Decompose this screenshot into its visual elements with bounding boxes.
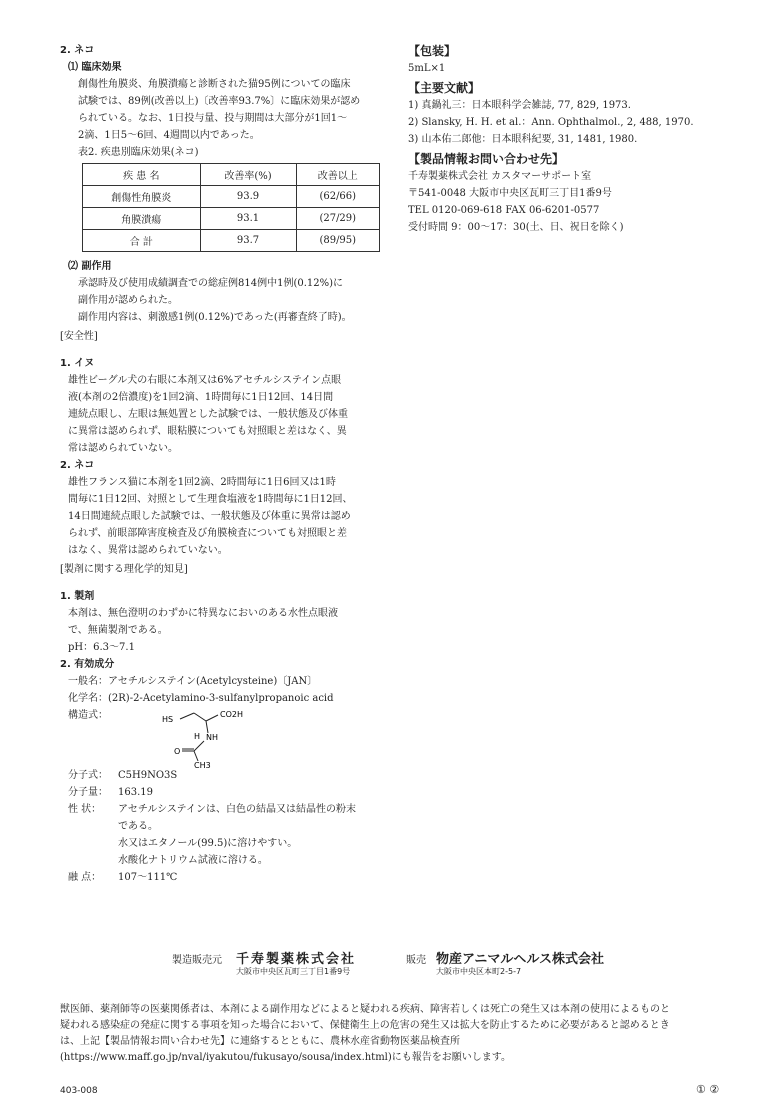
document-code: 403-008	[60, 1086, 98, 1096]
packaging-text: 5mL×1	[408, 63, 446, 74]
maker-role: 製造販売元	[172, 955, 222, 966]
safety-bracket: [安全性]	[60, 331, 98, 342]
table-cell: 93.1	[200, 208, 296, 230]
mw-value: 163.19	[118, 787, 153, 798]
text-line: 14日間連続点眼した試験では、一般状態及び体重に異常は認め	[68, 511, 351, 522]
contact-line: TEL 0120-069-618 FAX 06-6201-0577	[408, 205, 600, 216]
table-cell: 93.7	[200, 230, 296, 252]
atom-h: H	[194, 732, 201, 741]
chemical-name: 化学名：(2R)-2-Acetylamino-3-sulfanylpropanoic acid	[68, 693, 334, 704]
contact-line: 受付時間 9：00～17：30(土、日、祝日を除く)	[408, 222, 624, 233]
table-cell: 角膜潰瘍	[83, 208, 201, 230]
text-line: 雄性ビーグル犬の右眼に本剤又は6%アセチルシステイン点眼	[68, 375, 342, 386]
contact-heading: 【製品情報お問い合わせ先】	[408, 152, 565, 166]
table-cell: 93.9	[200, 186, 296, 208]
props-row	[68, 801, 378, 869]
prep-heading: 1. 製剤	[60, 591, 95, 602]
atom-o: O	[174, 747, 181, 756]
references-heading: 【主要文献】	[408, 81, 481, 95]
table-header-cell: 改善率(%)	[200, 164, 296, 186]
structural-formula	[90, 707, 378, 767]
reference-item: 2) Slansky, H. H. et al.：Ann. Ophthalmol., 2, 488, 1970.	[408, 117, 694, 128]
mw-row	[68, 784, 378, 801]
formula-value: C5H9NO3S	[118, 770, 178, 781]
seller-address: 大阪市中央区本町2-5-7	[436, 967, 522, 976]
right-column	[408, 42, 728, 236]
props-label: 性 状：	[68, 804, 102, 815]
text-line: 副作用内容は、刺激感1例(0.12%)であった(再審査終了時)。	[78, 312, 352, 323]
notice-line: 疑われる感染症の発症に関する事項を知った場合において、保健衛生上の危害の発生又は拡大を防止するために必要があると認めるとき	[60, 1020, 670, 1031]
physchem-bracket: [製剤に関する理化学的知見]	[60, 564, 188, 575]
mp-value: 107～111℃	[118, 872, 178, 883]
text-line: 水又はエタノール(99.5)に溶けやすい。	[118, 838, 298, 849]
seller-name: 物産アニマルヘルス株式会社	[436, 952, 604, 967]
table-header-cell: 疾 患 名	[83, 164, 201, 186]
notice-line: (https://www.maff.go.jp/nval/iyakutou/fukusayo/sousa/index.html)にも報告をお願いします。	[60, 1052, 511, 1063]
table-header-row	[83, 164, 380, 186]
dog-text	[60, 372, 378, 457]
contact-line: 〒541-0048 大阪市中央区瓦町三丁目1番9号	[408, 188, 612, 199]
active-heading: 2. 有効成分	[60, 659, 115, 670]
text-line: 創傷性角膜炎、角膜潰瘍と診断された猫95例についての臨床	[78, 79, 351, 90]
text-line: 本剤は、無色澄明のわずかに特異なにおいのある水性点眼液	[68, 608, 338, 619]
text-line: 雄性フランス猫に本剤を1回2滴、2時間毎に1日6回又は1時	[68, 477, 336, 488]
seller-role: 販売	[406, 955, 426, 966]
cat-heading: 2. ネコ	[60, 45, 95, 56]
reference-item: 1) 真鍋礼三：日本眼科学会雑誌, 77, 829, 1973.	[408, 100, 631, 111]
text-line: 水酸化ナトリウム試液に溶ける。	[118, 855, 268, 866]
side-effect-heading: ⑵ 副作用	[68, 261, 112, 272]
contact-line: 千寿製薬株式会社 カスタマーサポート室	[408, 171, 592, 182]
mp-row	[68, 869, 378, 886]
table-cell: (62/66)	[296, 186, 380, 208]
table-row	[83, 186, 380, 208]
text-line: 2滴、1日5～6回、4週間以内であった。	[78, 130, 260, 141]
table-caption: 表2. 疾患別臨床効果(ネコ)	[78, 147, 199, 158]
active-ingredient	[60, 673, 378, 886]
clinical-heading: ⑴ 臨床効果	[68, 62, 122, 73]
generic-name: 一般名：アセチルシステイン(Acetylcysteine)〔JAN〕	[68, 676, 318, 687]
table-cell: (27/29)	[296, 208, 380, 230]
mp-label: 融 点：	[68, 872, 102, 883]
mw-label: 分子量：	[68, 787, 108, 798]
page-marks: ① ②	[696, 1083, 720, 1096]
table-header-cell: 改善以上	[296, 164, 380, 186]
side-effect-text	[60, 275, 378, 326]
formula-label: 分子式：	[68, 770, 108, 781]
prep-text	[60, 605, 378, 656]
text-line: 連続点眼し、左眼は無処置とした試験では、一般状態及び体重	[68, 409, 348, 420]
atom-co2h: CO2H	[220, 710, 243, 719]
text-line: である。	[118, 821, 158, 832]
reference-item: 3) 山本佑二郎他：日本眼科紀要, 31, 1481, 1980.	[408, 134, 638, 145]
efficacy-table	[82, 163, 380, 252]
left-column	[60, 42, 378, 886]
maker-name: 千寿製薬株式会社	[236, 952, 357, 967]
formula-row	[68, 767, 378, 784]
text-line: で、無菌製剤である。	[68, 625, 168, 636]
maker-address: 大阪市中央区瓦町三丁目1番9号	[236, 967, 351, 976]
text-line: に異常は認められず、眼粘膜についても対照眼と差はなく、異	[68, 426, 347, 437]
text-line: 液(本剤の2倍濃度)を1回2滴、1時間毎に1日12回、14日間	[68, 392, 334, 403]
text-line: 試験では、89例(改善以上)〔改善率93.7%〕に臨床効果が認め	[78, 96, 361, 107]
text-line: アセチルシステインは、白色の結晶又は結晶性の粉末	[118, 804, 356, 815]
atom-ch3: CH3	[194, 761, 211, 769]
dog-heading: 1. イヌ	[60, 358, 95, 369]
atom-nh: NH	[206, 733, 218, 742]
adverse-event-notice	[60, 1002, 726, 1066]
text-line: られている。なお、1日投与量、投与期間は大部分が1回1～	[78, 113, 348, 124]
atom-hs: HS	[162, 715, 174, 724]
text-line: pH：6.3～7.1	[68, 642, 135, 653]
cat2-text	[60, 474, 378, 559]
text-line: 間毎に1日12回、対照として生理食塩液を1時間毎に1日12回、	[68, 494, 353, 505]
clinical-text	[60, 76, 378, 144]
text-line: られず、前眼部障害度検査及び角膜検査についても対照眼と差	[68, 528, 347, 539]
structure-diagram	[152, 707, 312, 769]
text-line: 常は認められていない。	[68, 443, 178, 454]
table-cell: 合 計	[83, 230, 201, 252]
structure-label: 構造式：	[68, 710, 108, 721]
table-row	[83, 208, 380, 230]
table-cell: (89/95)	[296, 230, 380, 252]
notice-line: は、上記【製品情報お問い合わせ先】に連絡するとともに、農林水産省動物医薬品検査所	[60, 1036, 460, 1047]
text-line: 副作用が認められた。	[78, 295, 178, 306]
packaging-heading: 【包装】	[408, 44, 457, 58]
table-row	[83, 230, 380, 252]
text-line: 承認時及び使用成績調査での総症例814例中1例(0.12%)に	[78, 278, 344, 289]
table-cell: 創傷性角膜炎	[83, 186, 201, 208]
cat2-heading: 2. ネコ	[60, 460, 95, 471]
text-line: はなく、異常は認められていない。	[68, 545, 228, 556]
notice-line: 獣医師、薬剤師等の医薬関係者は、本剤による副作用などによると疑われる疾病、障害若しくは死亡の発生又は本剤の使用によるものと	[60, 1004, 670, 1015]
